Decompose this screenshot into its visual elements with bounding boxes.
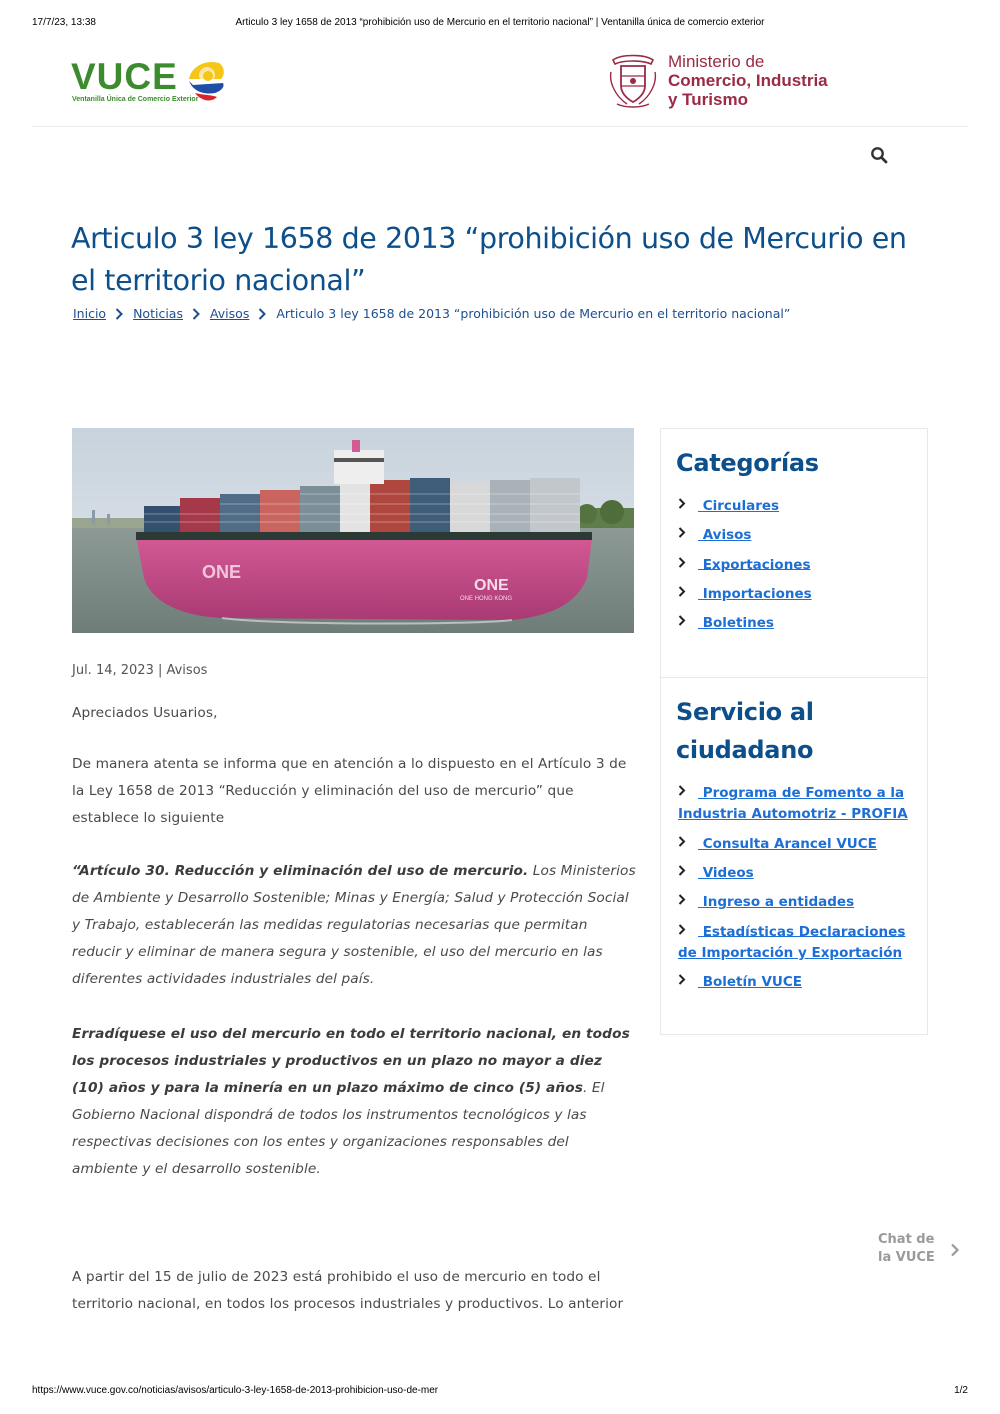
chevron-right-icon bbox=[115, 308, 123, 320]
ministry-logo[interactable] bbox=[607, 52, 847, 112]
chevron-right-icon bbox=[950, 1243, 960, 1257]
chat-label-line2: la VUCE bbox=[878, 1250, 935, 1265]
print-page-number: 1/2 bbox=[954, 1385, 968, 1396]
categories-list bbox=[678, 495, 812, 641]
ministry-name-line3: y Turismo bbox=[668, 90, 748, 109]
category-link-circulares[interactable]: Circulares bbox=[698, 497, 780, 514]
category-item bbox=[678, 612, 812, 634]
quote-2-text: . El Gobierno Nacional dispondrá de todos los instrumentos tecnológicos y las respectivas decisiones con los entes y organizaciones responsables del ambiente y el desarrollo sostenible. bbox=[72, 1080, 605, 1177]
article-hero-image bbox=[72, 428, 634, 633]
sidebar bbox=[660, 428, 928, 1035]
print-datetime: 17/7/23, 13:38 bbox=[32, 17, 96, 28]
header-divider bbox=[32, 126, 968, 127]
category-link-exportaciones[interactable]: Exportaciones bbox=[698, 556, 811, 573]
chevron-right-icon bbox=[678, 971, 698, 993]
vuce-logo-text: VUCE bbox=[71, 56, 178, 97]
breadcrumb bbox=[73, 306, 790, 321]
chat-label-line1: Chat de bbox=[878, 1232, 935, 1247]
vuce-logo[interactable] bbox=[71, 57, 231, 107]
breadcrumb-current: Articulo 3 ley 1658 de 2013 “prohibición uso de Mercurio en el territorio nacional” bbox=[276, 306, 791, 321]
chevron-right-icon bbox=[678, 612, 698, 634]
article-intro: De manera atenta se informa que en atención a lo dispuesto en el Artículo 3 de la Ley 1658 de 2013 “Reducción y eliminación del uso de mercurio” que establece lo siguiente bbox=[72, 756, 627, 826]
ministry-name-line2: Comercio, Industria bbox=[668, 71, 828, 90]
article-quote-2 bbox=[72, 1021, 637, 1183]
category-link-avisos[interactable]: Avisos bbox=[698, 527, 752, 543]
quote-1-heading: “Artículo 30. Reducción y eliminación del uso de mercurio. bbox=[72, 863, 529, 879]
container-ship-illustration bbox=[72, 428, 634, 633]
article-closing: A partir del 15 de julio de 2023 está prohibido el uso de mercurio en todo el territorio nacional, en todos los procesos industriales y productivos. Lo anterior bbox=[72, 1269, 624, 1312]
print-url: https://www.vuce.gov.co/noticias/avisos/articulo-3-ley-1658-de-2013-prohibicion-uso-de-mer bbox=[32, 1385, 439, 1396]
chevron-right-icon bbox=[678, 921, 698, 943]
service-link-profia[interactable]: Programa de Fomento a la Industria Automotriz - PROFIA bbox=[678, 784, 908, 823]
chevron-right-icon bbox=[678, 495, 698, 517]
service-link-boletin[interactable]: Boletín VUCE bbox=[698, 974, 802, 990]
coat-of-arms-icon bbox=[607, 52, 659, 110]
chevron-right-icon bbox=[678, 891, 698, 913]
service-link-arancel[interactable]: Consulta Arancel VUCE bbox=[698, 835, 877, 852]
chevron-right-icon bbox=[678, 862, 698, 884]
service-item bbox=[678, 971, 923, 993]
ship-stern-name: ONE HONG KONG bbox=[460, 596, 513, 602]
service-list bbox=[678, 782, 923, 1001]
category-item bbox=[678, 495, 812, 517]
service-link-videos[interactable]: Videos bbox=[698, 864, 754, 881]
print-page-title: Articulo 3 ley 1658 de 2013 “prohibición uso de Mercurio en el territorio nacional” | Ventanilla única de comercio exterior bbox=[235, 17, 765, 28]
chat-button[interactable] bbox=[878, 1231, 968, 1267]
service-item bbox=[678, 782, 923, 826]
ministry-name-line1: Ministerio de bbox=[668, 52, 765, 71]
service-item bbox=[678, 833, 923, 855]
chevron-right-icon bbox=[192, 308, 200, 320]
ship-hull-logo: ONE bbox=[202, 562, 242, 582]
service-item bbox=[678, 862, 923, 884]
category-item bbox=[678, 554, 812, 576]
category-link-boletines[interactable]: Boletines bbox=[698, 614, 774, 631]
chevron-right-icon bbox=[258, 308, 266, 320]
service-item bbox=[678, 891, 923, 913]
search-icon bbox=[870, 146, 888, 164]
breadcrumb-notices-link[interactable]: Avisos bbox=[209, 306, 250, 321]
chevron-right-icon bbox=[678, 782, 698, 804]
vuce-logo-subtitle: Ventanilla Única de Comercio Exterior bbox=[72, 96, 199, 103]
quote-2-emphasis: Erradíquese el uso del mercurio en todo el territorio nacional, en todos los procesos industriales y productivos en un plazo no mayor a diez (10) años y para la minería en un plazo máximo de cinco (5) años bbox=[72, 1026, 630, 1096]
article-meta: Jul. 14, 2023 | Avisos bbox=[72, 663, 208, 678]
breadcrumb-home-link[interactable]: Inicio bbox=[73, 306, 107, 321]
chevron-right-icon bbox=[678, 833, 698, 855]
service-item bbox=[678, 921, 923, 965]
article-greeting: Apreciados Usuarios, bbox=[72, 705, 218, 721]
vuce-logo-emblem-icon bbox=[185, 57, 227, 105]
search-button[interactable] bbox=[870, 146, 890, 166]
category-item bbox=[678, 524, 812, 546]
quote-1-text: Los Ministerios de Ambiente y Desarrollo Sostenible; Minas y Energía; Salud y Protección Social y Trabajo, establecerán las medidas regulatorias necesarias que permitan reducir y eliminar de manera segura y sostenible, el uso del mercurio en las diferentes actividades industriales del país. bbox=[72, 863, 636, 987]
ship-stern-logo: ONE bbox=[474, 577, 509, 594]
categories-title: Categorías bbox=[676, 449, 819, 477]
page-title: Articulo 3 ley 1658 de 2013 “prohibición uso de Mercurio en el territorio nacional” bbox=[71, 222, 907, 297]
service-title: Servicio al ciudadano bbox=[676, 698, 814, 764]
article-quote-1 bbox=[72, 858, 637, 993]
category-link-importaciones[interactable]: Importaciones bbox=[698, 585, 812, 602]
category-item bbox=[678, 583, 812, 605]
chevron-right-icon bbox=[678, 554, 698, 576]
chevron-right-icon bbox=[678, 583, 698, 605]
chevron-right-icon bbox=[678, 524, 698, 546]
service-link-entidades[interactable]: Ingreso a entidades bbox=[698, 894, 855, 910]
breadcrumb-news-link[interactable]: Noticias bbox=[133, 306, 183, 321]
sidebar-divider bbox=[661, 677, 927, 678]
service-link-estadisticas[interactable]: Estadísticas Declaraciones de Importación y Exportación bbox=[678, 923, 906, 961]
